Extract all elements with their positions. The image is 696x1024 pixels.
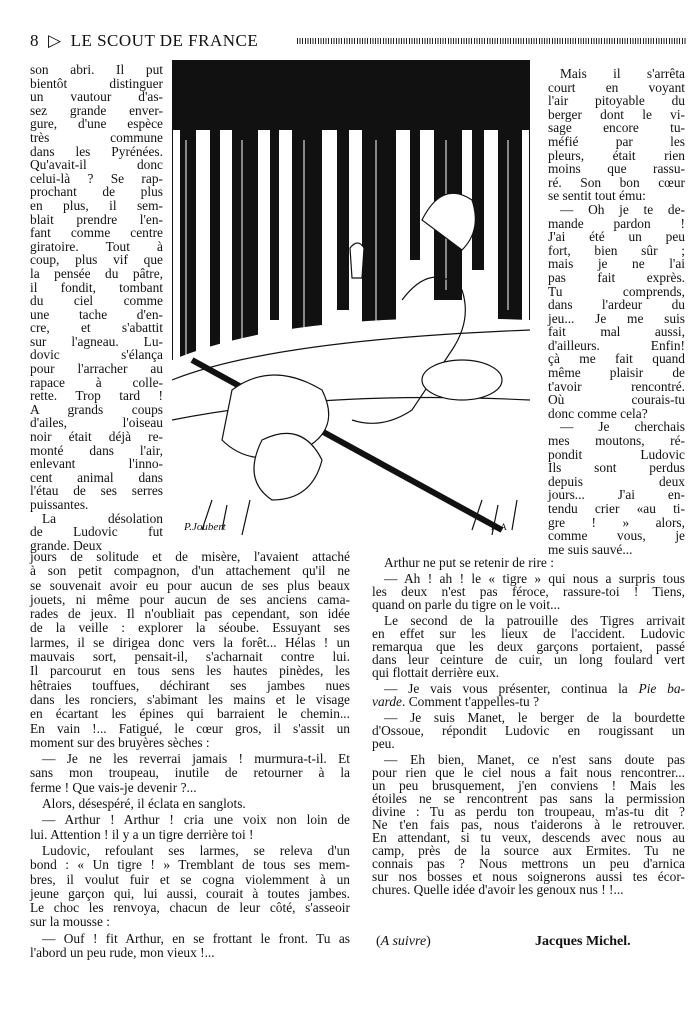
text-line: jeune garçon qui, lui aussi, courait à toutes jambes.	[30, 885, 350, 901]
text-line: Arthur ne put se retenir de rire :	[384, 555, 554, 570]
paragraph	[548, 67, 685, 203]
text-line: mais je ne l'ai	[548, 256, 685, 272]
text-line: moins que rassu-	[548, 161, 685, 177]
text-segment: . Comment t'appelles-tu ?	[402, 694, 540, 709]
paragraph	[30, 844, 350, 930]
text-line: de Ludovic fut	[30, 524, 163, 540]
text-line: les deux n'est pas féroce, rassure-toi ! Tiens,	[372, 584, 685, 599]
text-line: — Je cherchais	[560, 419, 685, 435]
text-segment: — Je vais vous présenter, continua la	[384, 681, 639, 696]
text-line: Alors, désespéré, il éclata en sanglots.	[42, 796, 246, 812]
text-line: prochant de plus	[30, 184, 163, 200]
text-line: — Je ne les reverrai jamais ! murmura-t-il. Et	[42, 751, 350, 767]
text-line: monté dans l'air,	[30, 442, 163, 458]
to-be-continued-text: A suivre	[380, 934, 427, 949]
text-line: rades de jeux. Il n'oubliait pas cependant, son idée	[30, 606, 350, 622]
paragraph	[548, 203, 685, 421]
text-line: pleurs, était rien	[548, 147, 685, 163]
text-line: noir était déjà re-	[30, 429, 163, 445]
text-line: Ne t'en fais pas, nous t'aiderons à le retrouver.	[372, 817, 685, 832]
text-line: ferme ! Que vais-je devenir ?...	[30, 779, 197, 795]
paragraph	[30, 63, 163, 512]
text-line: dovic s'élança	[30, 347, 163, 363]
paragraph	[30, 512, 163, 553]
text-line: Le choc les renvoya, chacun de leur côté, s'asseoir	[30, 900, 350, 916]
text-line: larmes, il se dirigea donc vers la forêt... Hélas ! un	[30, 634, 350, 650]
header-hatched-rule	[297, 38, 687, 44]
text-line: la pensée du pâtre,	[30, 265, 163, 281]
text-line: fait mal aussi,	[548, 324, 685, 340]
text-line: En vain !... Fatigué, le cœur gros, il s'assit un	[30, 720, 350, 736]
text-line: sur l'agneau. Lu-	[30, 333, 163, 349]
text-line: qui flottait derrière eux.	[372, 665, 500, 680]
text-line: il fondit, tombant	[30, 279, 163, 295]
text-line: Le second de la patrouille des Tigres arrivait	[384, 613, 685, 628]
text-line: — Arthur ! Arthur ! cria une voix non loin de	[42, 812, 350, 828]
text-line: même plaisir de	[548, 365, 685, 381]
text-line: pas fait exprès.	[548, 269, 685, 285]
text-line: peu.	[372, 736, 395, 751]
text-line: se souvenait avoir eu pour aucun de ses plus beaux	[30, 577, 350, 593]
text-line: d'ailes, l'oiseau	[30, 415, 163, 431]
text-line: de la veille : explorer la séoube. Essuyant ses	[30, 620, 350, 636]
illustration-mark: 11 A	[490, 522, 507, 532]
text-line: son abri. Il put	[30, 62, 163, 77]
text-line: l'étau de ses serres	[30, 483, 163, 499]
text-line: rette. Trop tard !	[30, 388, 163, 404]
text-line: dans les ronciers, s'abimant les mains et le visage	[30, 691, 350, 707]
text-line: en plus, il sem-	[30, 197, 163, 213]
text-line: un peu brusquement, j'en conviens ! Mais les	[372, 778, 685, 793]
paren-open: (	[376, 934, 381, 949]
italic-name: Pie ba-	[638, 681, 685, 696]
text-line: blait prendre l'en-	[30, 211, 163, 227]
text-line: enlevant l'inno-	[30, 456, 163, 472]
text-line: coup, plus vif que	[30, 252, 163, 268]
paragraph	[372, 614, 685, 679]
to-be-continued	[376, 934, 431, 950]
text-line: fort, bien sûr ;	[548, 242, 685, 258]
text-line: hêtraies touffues, déchirant ses jambes nues	[30, 677, 350, 693]
text-line: jouets, ni même pour aucun de ses anciens cama-	[30, 591, 350, 607]
artist-signature: P.Joubert	[184, 521, 226, 533]
text-line: A grands coups	[30, 401, 163, 417]
running-header	[30, 31, 267, 51]
text-line: J'ai été un peu	[548, 229, 685, 245]
text-line: Mais il s'arrêta	[560, 66, 685, 81]
text-line: celui-là ? Se rap-	[30, 170, 163, 186]
text-line: bond : « Un tigre ! » Tremblant de tous ses mem-	[30, 857, 350, 873]
paragraph	[372, 572, 685, 611]
text-line: berger dont le vi-	[548, 106, 685, 122]
triangle-right-icon: ▷	[48, 31, 62, 50]
text-line: en écartant les épines qui barraient le chemin...	[30, 706, 350, 722]
text-line: dans l'ardeur du	[548, 297, 685, 313]
text-line: cent animal dans	[30, 469, 163, 485]
text-line: à son petit compagnon, d'un attachement qu'il ne	[30, 563, 350, 579]
text-line: En attendant, si tu veux, descends avec nous au	[372, 830, 685, 845]
paragraph	[372, 753, 685, 896]
text-line: — Eh bien, Manet, ce n'est sans doute pas	[384, 752, 685, 767]
paren-close: )	[426, 934, 431, 949]
text-line: depuis deux	[548, 473, 685, 489]
text-line: très commune	[30, 129, 163, 145]
text-line: Ils sont perdus	[548, 460, 685, 476]
text-line: comme vous, je	[548, 528, 685, 544]
text-line: Qu'avait-il donc	[30, 157, 163, 173]
text-line: se sentit tout ému:	[548, 188, 646, 204]
text-line: sans mon troupeau, inutile de retourner à la	[30, 765, 350, 781]
text-line: lui. Attention ! il y a un tigre derrière toi !	[30, 826, 254, 842]
column-bottom-left	[30, 550, 350, 962]
text-line: dans leur ceinture de cuir, un long foulard vert	[372, 652, 685, 667]
text-line: — Ah ! ah ! le « tigre » qui nous a surpris tous	[384, 571, 685, 586]
text-line: dans les Pyrénées.	[30, 143, 163, 159]
column-right-narrow	[548, 67, 685, 556]
paragraph	[30, 752, 350, 795]
text-line: du ciel comme	[30, 293, 163, 309]
text-line: divine : Tu as perdu ton troupeau, m'as-tu dit ?	[372, 804, 685, 819]
text-line: jeu... Je me suis	[548, 310, 685, 326]
paragraph	[372, 556, 685, 569]
text-line: sez grande enver-	[30, 102, 163, 118]
text-line: mande pardon !	[548, 215, 685, 231]
magazine-title: LE SCOUT DE FRANCE	[70, 31, 259, 50]
text-line: t'avoir rencontré.	[548, 378, 685, 394]
text-line: bres, il voulut fuir et se cogna violemment à un	[30, 871, 350, 887]
paragraph	[372, 711, 685, 750]
paragraph	[548, 420, 685, 556]
paragraph	[30, 550, 350, 750]
italic-name: varde	[372, 694, 402, 709]
text-line: remarqua que les deux garçons portaient, passé	[372, 639, 685, 654]
text-line: me suis sauvé...	[548, 541, 633, 557]
text-line: d'Ossoue, répondit Ludovic en rougissant un	[372, 723, 685, 738]
text-line: — Ouf ! fit Arthur, en se frottant le front. Tu as	[42, 930, 350, 946]
text-line: une tache d'en-	[30, 306, 163, 322]
text-line: l'air pitoyable du	[548, 93, 685, 109]
column-left-narrow	[30, 63, 163, 552]
text-line: en effet sur les lieux de l'accident. Ludovic	[372, 626, 685, 641]
text-line: Où courais-tu	[548, 392, 685, 408]
paragraph	[30, 932, 350, 961]
text-line: ré. Son bon cœur	[548, 174, 685, 190]
text-line: méfié par les	[548, 133, 685, 149]
text-line: puissantes.	[30, 497, 89, 512]
text-line: connais pas ? Nous mettrons un peu d'arnica	[372, 856, 685, 871]
text-line: quand on parle du tigre on le voit...	[372, 597, 561, 612]
column-bottom-right	[372, 556, 685, 899]
text-line: camp, près de la source aux Ermites. Tu ne	[372, 843, 685, 858]
text-line: giratoire. Tout à	[30, 238, 163, 254]
text-line	[372, 695, 685, 708]
text-line: sage encore tu-	[548, 120, 685, 136]
text-line: çà me fait quand	[548, 351, 685, 367]
text-line: Tu comprends,	[548, 283, 685, 299]
text-line: La désolation	[42, 510, 163, 526]
text-line: fant comme centre	[30, 225, 163, 241]
text-line: grande. Deux	[30, 537, 103, 553]
text-line: — Oh je te de-	[560, 201, 685, 217]
text-line: tendu crier «au ti-	[548, 501, 685, 516]
author-signature: Jacques Michel.	[535, 934, 631, 949]
text-line: gure, d'une espèce	[30, 116, 163, 132]
text-line: mauvais sort, pensait-il, s'acharnait contre lui.	[30, 649, 350, 665]
paragraph	[30, 797, 350, 811]
text-line: étoiles ne se rencontrent pas sans la permission	[372, 791, 685, 806]
text-line: chures. Quelle idée d'avoir les genoux nus ! !...	[372, 882, 624, 897]
text-line: — Je suis Manet, le berger de la bourdette	[384, 710, 685, 725]
text-line: moment sur des bruyères sèches :	[30, 734, 210, 750]
text-line: d'ailleurs. Enfin!	[548, 337, 685, 353]
text-line: jours... J'ai en-	[548, 487, 685, 503]
text-line: court en voyant	[548, 79, 685, 95]
text-line: pour l'arracher au	[30, 361, 163, 377]
text-line: un vautour d'as-	[30, 89, 163, 105]
text-line: sur la mousse :	[30, 914, 110, 930]
text-line: sur nos bosses et nous soignerons aussi tes écor-	[372, 869, 685, 884]
text-line: pour rien que le ciel nous a fait nous rencontrer...	[372, 765, 685, 780]
text-line: mes moutons, ré-	[548, 433, 685, 449]
text-line: bientôt distinguer	[30, 75, 163, 91]
text-line: Il parcourut en tous sens les hautes pinèdes, les	[30, 663, 350, 679]
text-line: donc comme cela?	[548, 405, 648, 421]
paragraph	[372, 682, 685, 708]
text-line: gre ! » alors,	[548, 514, 685, 530]
paragraph	[30, 813, 350, 842]
text-line: Ludovic, refoulant ses larmes, se releva d'un	[42, 842, 350, 858]
text-line: jours de solitude et de misère, l'avaient attaché	[30, 549, 350, 564]
forest-illustration	[172, 60, 530, 540]
text-line: pondit Ludovic	[548, 446, 685, 462]
text-line: cre, et s'abattit	[30, 320, 163, 336]
page-number: 8	[30, 31, 39, 50]
text-line: rapace à colle-	[30, 374, 163, 390]
text-line: l'abord un peu rude, mon vieux !...	[30, 945, 215, 961]
